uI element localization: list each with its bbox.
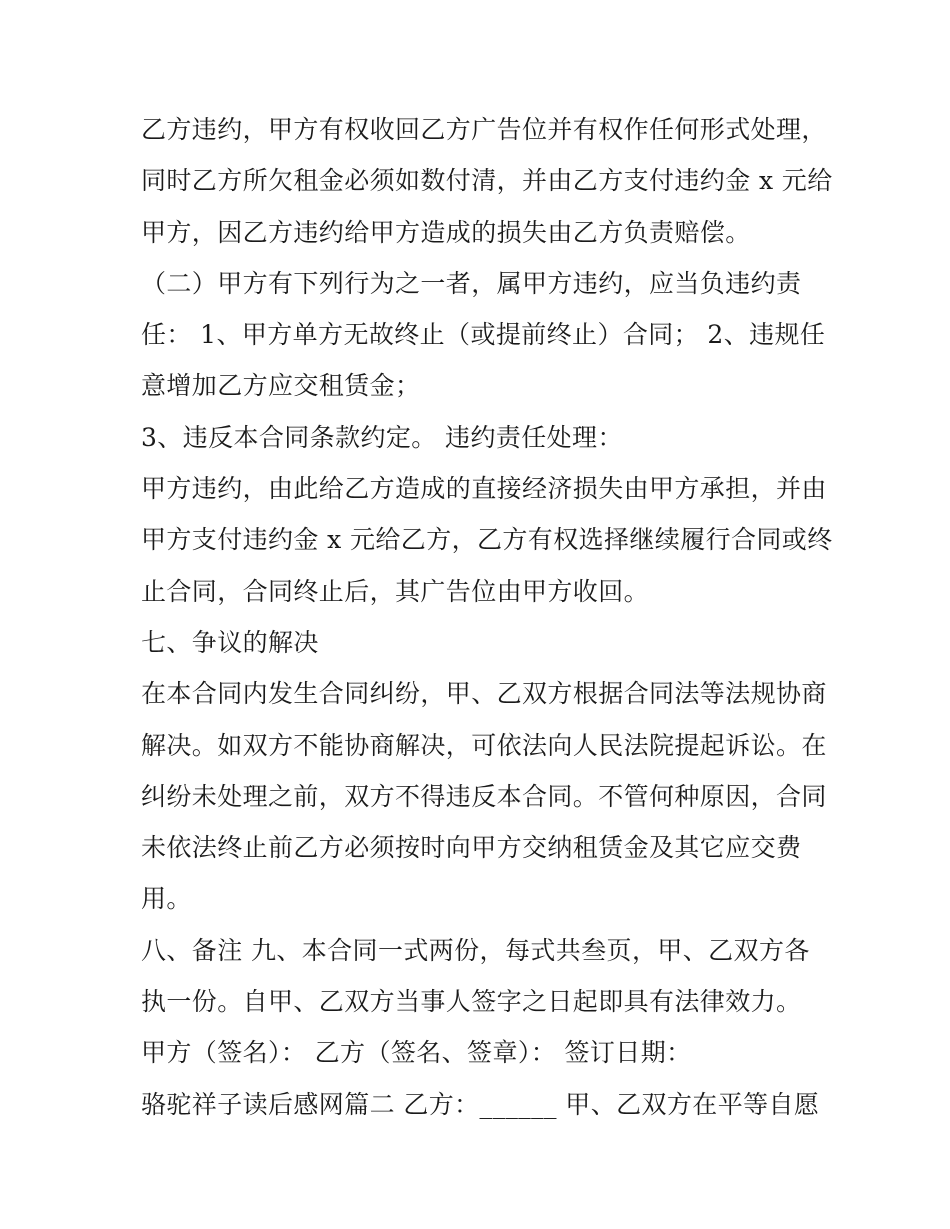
text-line-17: 八、备注 九、本合同一式两份，每式共叁页，甲、乙双方各 [141,935,810,965]
text-line-13: 解决。如双方不能协商解决，可依法向人民法院提起诉讼。在 [141,730,827,760]
text-line-10: 止合同，合同终止后，其广告位由甲方收回。 [141,576,650,606]
text-line-2: 同时乙方所欠租金必须如数付清，并由乙方支付违约金 x 元给 [141,166,833,196]
text-line-4: （二）甲方有下列行为之一者，属甲方违约，应当负违约责 [141,268,802,298]
text-line-3: 甲方，因乙方违约给甲方造成的损失由乙方负责赔偿。 [141,217,751,247]
text-line-6: 意增加乙方应交租赁金； [141,371,421,401]
text-line-8: 甲方违约，由此给乙方造成的直接经济损失由甲方承担，并由 [141,474,827,504]
text-line-12: 在本合同内发生合同纠纷，甲、乙双方根据合同法等法规协商 [141,679,827,709]
signature-line: 甲方（签名）： 乙方（签名、签章）： 签订日期： [141,1038,692,1068]
contract-text [141,104,833,1130]
text-line-7: 3、违反本合同条款约定。 违约责任处理： [141,422,623,452]
text-line-5: 任： 1、甲方单方无故终止（或提前终止）合同； 2、违规任 [141,320,826,350]
section-heading-dispute: 七、争议的解决 [141,627,319,657]
text-line-18: 执一份。自甲、乙双方当事人签字之日起即具有法律效力。 [141,987,802,1017]
text-line-9: 甲方支付违约金 x 元给乙方，乙方有权选择继续履行合同或终 [141,525,833,555]
text-line-15: 未依法终止前乙方必须按时向甲方交纳租赁金及其它应交费 [141,833,802,863]
text-line-14: 纠纷未处理之前，双方不得违反本合同。不管何种原因，合同 [141,781,827,811]
text-line-1: 乙方违约，甲方有权收回乙方广告位并有权作任何形式处理， [141,115,827,144]
text-line-16: 用。 [141,884,192,914]
text-line-20: 骆驼祥子读后感网篇二 乙方：______ 甲、乙双方在平等自愿 [141,1089,820,1119]
